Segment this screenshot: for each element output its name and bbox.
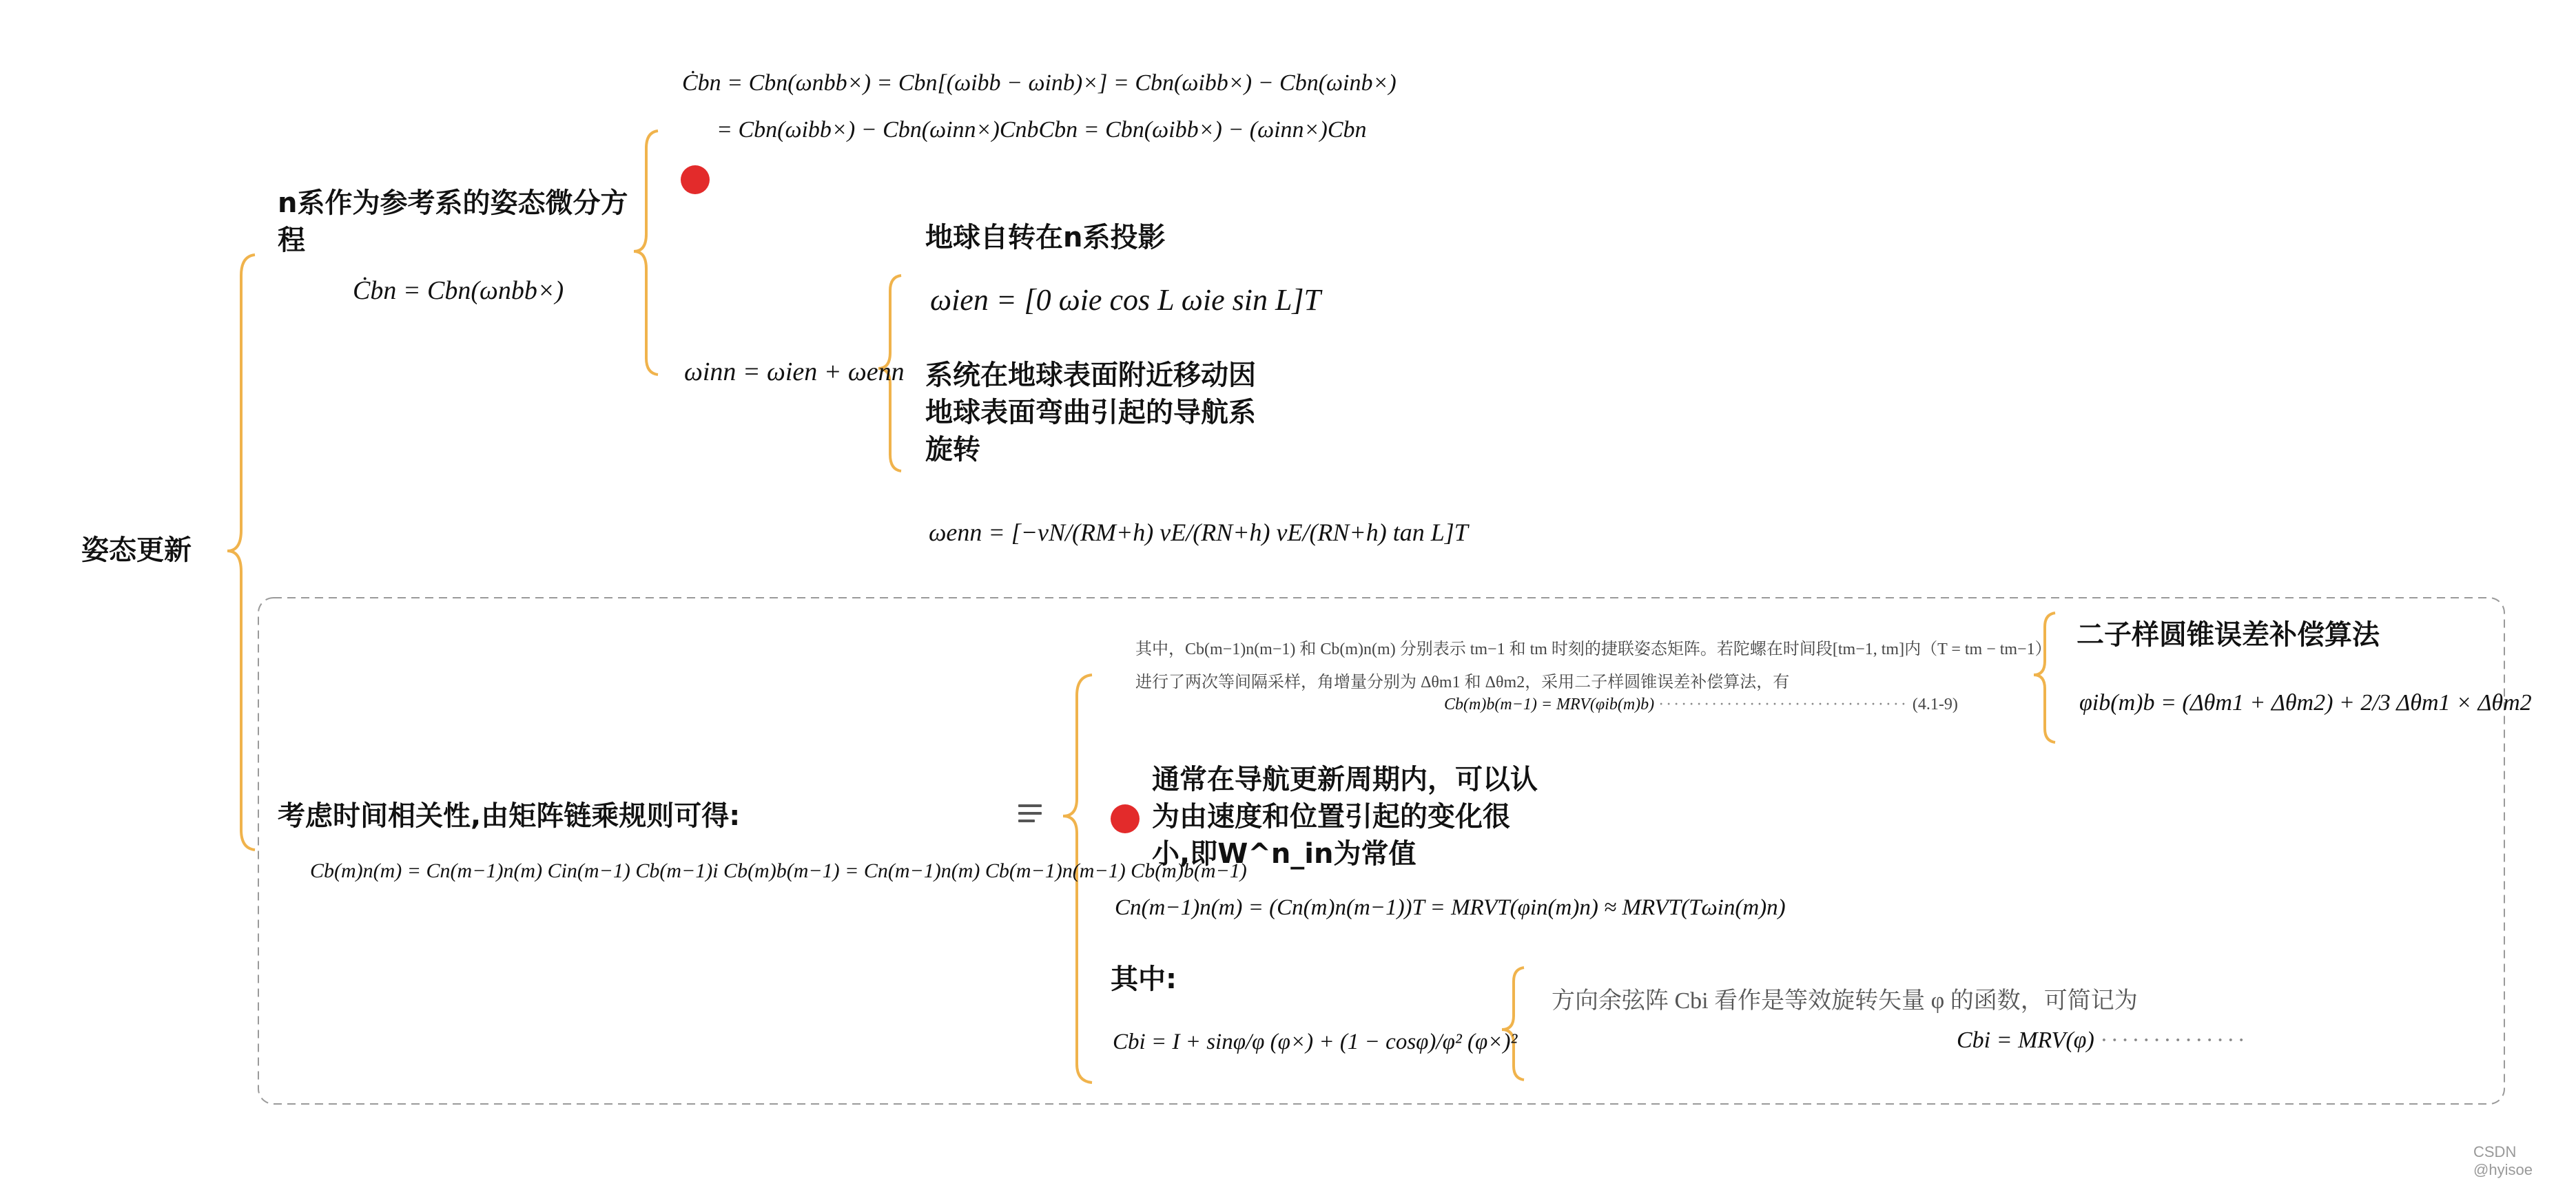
time-correlation-formula: Cb(m)n(m) = Cn(m−1)n(m) Cin(m−1) Cb(m−1)i Cb(m)b(m−1) = Cn(m−1)n(m) Cb(m−1)n(m−1) Cb(m)b(m−1)	[310, 859, 1247, 882]
n-frame-topic[interactable]	[278, 185, 636, 259]
root-topic[interactable]	[81, 532, 192, 569]
root-label: 姿态更新	[81, 534, 192, 566]
coning-formula: φib(m)b = (Δθm1 + Δθm2) + 2/3 Δθm1 × Δθm2	[2079, 690, 2532, 716]
transport-rate-topic[interactable]	[925, 357, 1270, 468]
where-title: 其中:	[1111, 963, 1177, 995]
coning-topic[interactable]	[2077, 616, 2380, 654]
constant-marker-dot	[1111, 804, 1140, 833]
where-note-leader: ··············	[2100, 1027, 2248, 1053]
root-bracket	[227, 255, 255, 850]
where-formula: Cbi = I + sinφ/φ (φ×) + (1 − cosφ)/φ² (φ×)²	[1113, 1030, 1518, 1054]
where-topic[interactable]	[1111, 961, 1177, 998]
coning-bracket	[2034, 613, 2055, 742]
derivation-line-1: Ċbn = Cbn(ωnbb×) = Cbn[(ωibb − ωinb)×] = Cbn(ωibb×) − Cbn(ωinb×)	[682, 70, 1397, 96]
constant-text: 通常在导航更新周期内，可以认为由速度和位置引起的变化很小,即W^n_in为常值	[1152, 764, 1538, 870]
coning-title: 二子样圆锥误差补偿算法	[2077, 619, 2380, 651]
scan-note-line-2: 进行了两次等间隔采样，角增量分别为 Δθm1 和 Δθm2，采用二子样圆锥误差补偿算法，有	[1135, 674, 1790, 691]
where-note: 方向余弦阵 Cbi 看作是等效旋转矢量 φ 的函数，可简记为	[1552, 988, 2138, 1014]
n-frame-title: n系作为参考系的姿态微分方程	[278, 187, 628, 256]
notes-icon[interactable]	[1018, 804, 1042, 827]
time-correlation-title: 考虑时间相关性,由矩阵链乘规则可得:	[278, 800, 741, 832]
where-bracket	[1502, 968, 1524, 1080]
scan-note-formula: Cb(m)b(m−1) = MRV(φib(m)b)	[1444, 696, 1655, 713]
transport-rate-formula: ωenn = [−vN/(RM+h) vE/(RN+h) vE/(RN+h) tan L]T	[929, 519, 1468, 546]
scan-note-leader: ·································	[1658, 696, 1908, 713]
where-note-formula-line	[1957, 1027, 2248, 1054]
earth-rotation-formula: ωien = [0 ωie cos L ωie sin L]T	[930, 283, 1321, 317]
transport-rate-title: 系统在地球表面附近移动因地球表面弯曲引起的导航系旋转	[925, 359, 1256, 466]
n-branch-bracket	[634, 131, 658, 375]
where-note-formula: Cbi = MRV(φ)	[1957, 1027, 2094, 1053]
derivation-marker-dot	[681, 165, 710, 194]
watermark: CSDN @hyisoe	[2473, 1143, 2533, 1178]
scan-note-line-3	[1444, 696, 1958, 714]
n-frame-formula: Ċbn = Cbn(ωnbb×)	[353, 276, 564, 305]
derivation-line-2: = Cbn(ωibb×) − Cbn(ωinn×)CnbCbn = Cbn(ωibb×) − (ωinn×)Cbn	[717, 117, 1367, 143]
omega-in-formula: ωinn = ωien + ωenn	[684, 357, 905, 386]
earth-rotation-title: 地球自转在n系投影	[925, 222, 1166, 253]
constant-formula: Cn(m−1)n(m) = (Cn(m)n(m−1))T = MRVT(φin(m)n) ≈ MRVT(Tωin(m)n)	[1115, 895, 1786, 920]
earth-rotation-topic[interactable]	[925, 219, 1165, 256]
constant-topic[interactable]	[1152, 761, 1538, 873]
time-correlation-topic[interactable]	[278, 797, 740, 835]
scan-note-line-1: 其中，Cb(m−1)n(m−1) 和 Cb(m)n(m) 分别表示 tm−1 和 tm 时刻的捷联姿态矩阵。若陀螺在时间段[tm−1, tm]内（T = tm − tm−1）	[1135, 640, 2052, 658]
scan-note-eqno: (4.1-9)	[1912, 696, 1958, 713]
